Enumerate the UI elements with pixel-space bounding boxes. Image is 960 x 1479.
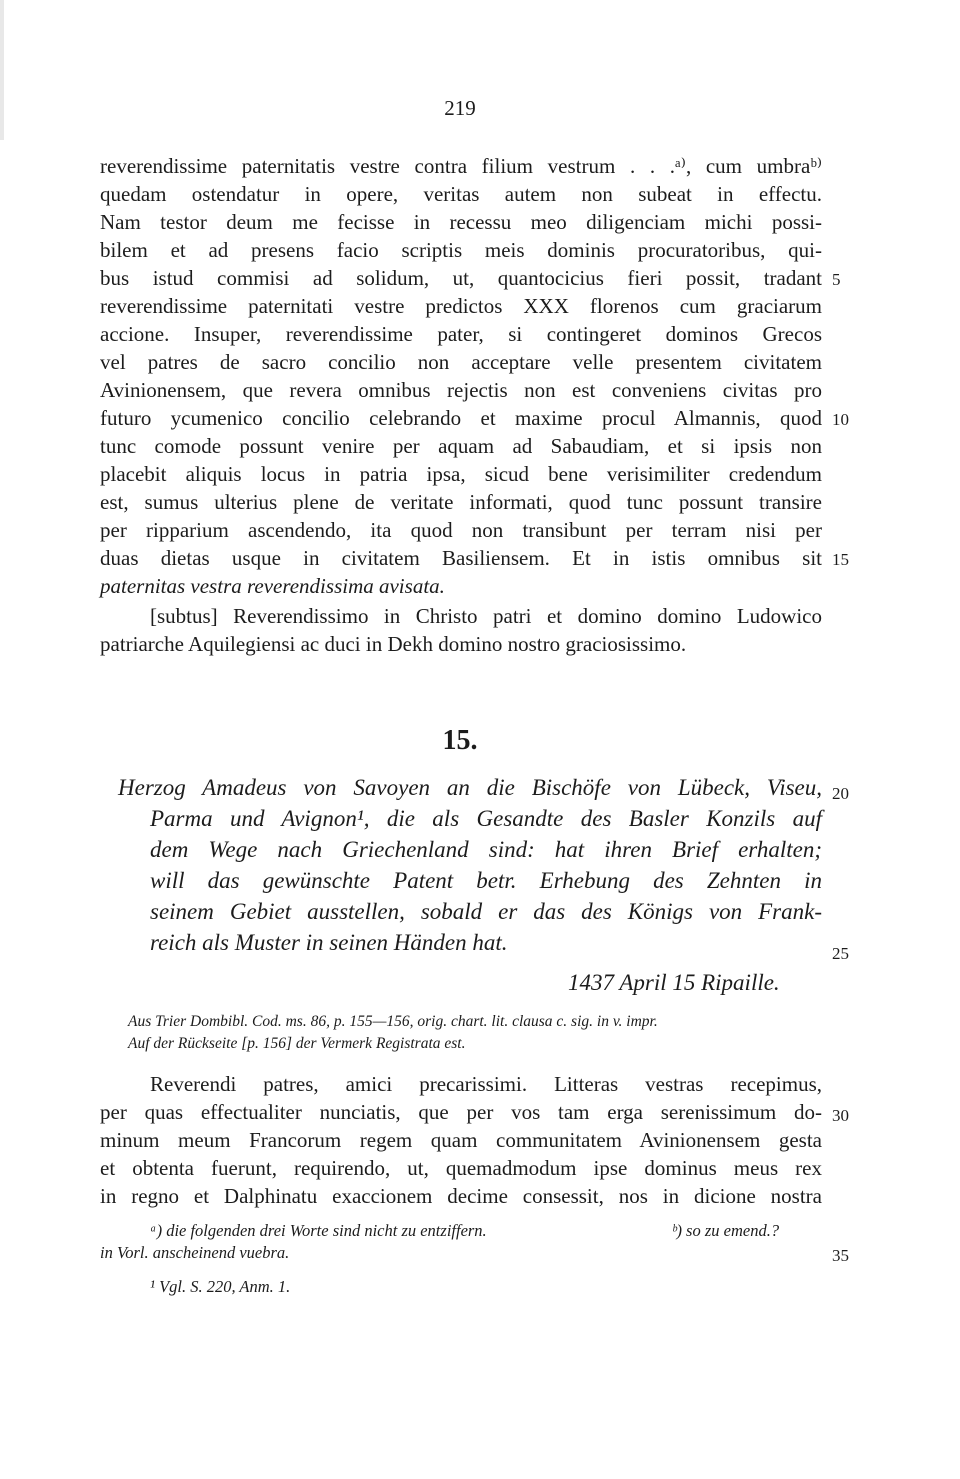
body-line: futuro ycumenico concilio celebrando et maxime procul Almannis, quod (100, 406, 822, 430)
regest-line: Herzog Amadeus von Savoyen an die Bischöfe von Lübeck, Viseu, (118, 775, 822, 800)
letter-line: minum meum Francorum regem quam communitatem Avinionensem gesta (100, 1128, 822, 1152)
footnote-a: ᵃ) die folgenden drei Worte sind nicht zu entziffern. (150, 1221, 487, 1240)
letter-line: per quas effectualiter nunciatis, que per vos tam erga serenissimum do- (100, 1100, 822, 1124)
date-line: 1437 April 15 Ripaille. (568, 970, 780, 995)
body-line: est, sumus ulterius plene de veritate informati, quod tunc possunt transire (100, 490, 822, 514)
body-line: placebit aliquis locus in patria ipsa, sicud bene verisimiliter credendum (100, 462, 822, 486)
body-line: reverendissime paternitati vestre predictos XXX florenos cum graciarum (100, 294, 822, 318)
regest-line: dem Wege nach Griechenland sind: hat ihren Brief erhalten; (150, 837, 822, 862)
body-line: per ripparium ascendendo, ita quod non transibunt per terram nisi per (100, 518, 822, 542)
source-note: Aus Trier Dombibl. Cod. ms. 86, p. 155—156, orig. chart. lit. clausa c. sig. in v. impr. (128, 1013, 658, 1030)
letter-line: Reverendi patres, amici precarissimi. Litteras vestras recepimus, (150, 1072, 822, 1096)
body-line: tunc comode possunt venire per aquam ad Sabaudiam, et si ipsis non (100, 434, 822, 458)
address-line: [subtus] Reverendissimo in Christo patri et domino domino Ludowico (150, 604, 822, 628)
line-number: 35 (832, 1246, 849, 1265)
line-number: 10 (832, 410, 849, 429)
letter-line: in regno et Dalphinatu exaccionem decime consessit, nos in dicione nostra (100, 1184, 822, 1208)
line-number: 5 (832, 270, 841, 289)
body-line: duas dietas usque in civitatem Basiliensem. Et in istis omnibus sit (100, 546, 822, 570)
footnote-1: ¹ Vgl. S. 220, Anm. 1. (150, 1277, 291, 1296)
line-number: 20 (832, 784, 849, 803)
body-line: quedam ostendatur in opere, veritas autem non subeat in effectu. (100, 182, 822, 206)
line-number: 15 (832, 550, 849, 569)
regest-line: seinem Gebiet ausstellen, sobald er das des Königs von Frank- (150, 899, 822, 924)
address-line: patriarche Aquilegiensi ac duci in Dekh domino nostro graciosissimo. (100, 632, 687, 656)
regest-line: reich als Muster in seinen Händen hat. (150, 930, 508, 955)
footnote-b-continuation: in Vorl. anscheinend vuebra. (100, 1243, 290, 1262)
regest-line: will das gewünschte Patent betr. Erhebung des Zehnten in (150, 868, 822, 893)
body-line: bus istud commisi ad solidum, ut, quantocicius fieri possit, tradant (100, 266, 822, 290)
line-number: 30 (832, 1106, 849, 1125)
body-line: Avinionensem, que revera omnibus rejectis non est conveniens civitas pro (100, 378, 822, 402)
document-number: 15. (442, 725, 478, 756)
regest-line: Parma und Avignon¹, die als Gesandte des Basler Konzils auf (150, 806, 822, 831)
body-line: paternitas vestra reverendissima avisata. (100, 574, 445, 598)
source-note: Auf der Rückseite [p. 156] der Vermerk Registrata est. (128, 1035, 466, 1052)
body-line: vel patres de sacro concilio non acceptare velle presentem civitatem (100, 350, 822, 374)
footnote-b: ᵇ) so zu emend.? (672, 1221, 780, 1240)
letter-line: et obtenta fuerunt, requirendo, ut, quemadmodum ipse dominus meus rex (100, 1156, 822, 1180)
line-number: 25 (832, 944, 849, 963)
body-line: reverendissime paternitatis vestre contra filium vestrum . . .ᵃ⁾, cum umbraᵇ⁾ (100, 154, 822, 178)
body-line: Nam testor deum me fecisse in recessu meo diligenciam michi possi- (100, 210, 822, 234)
page-number: 219 (444, 96, 476, 120)
body-line: bilem et ad presens facio scriptis meis dominis procuratoribus, qui- (100, 238, 822, 262)
body-line: accione. Insuper, reverendissime pater, si contingeret dominos Grecos (100, 322, 822, 346)
